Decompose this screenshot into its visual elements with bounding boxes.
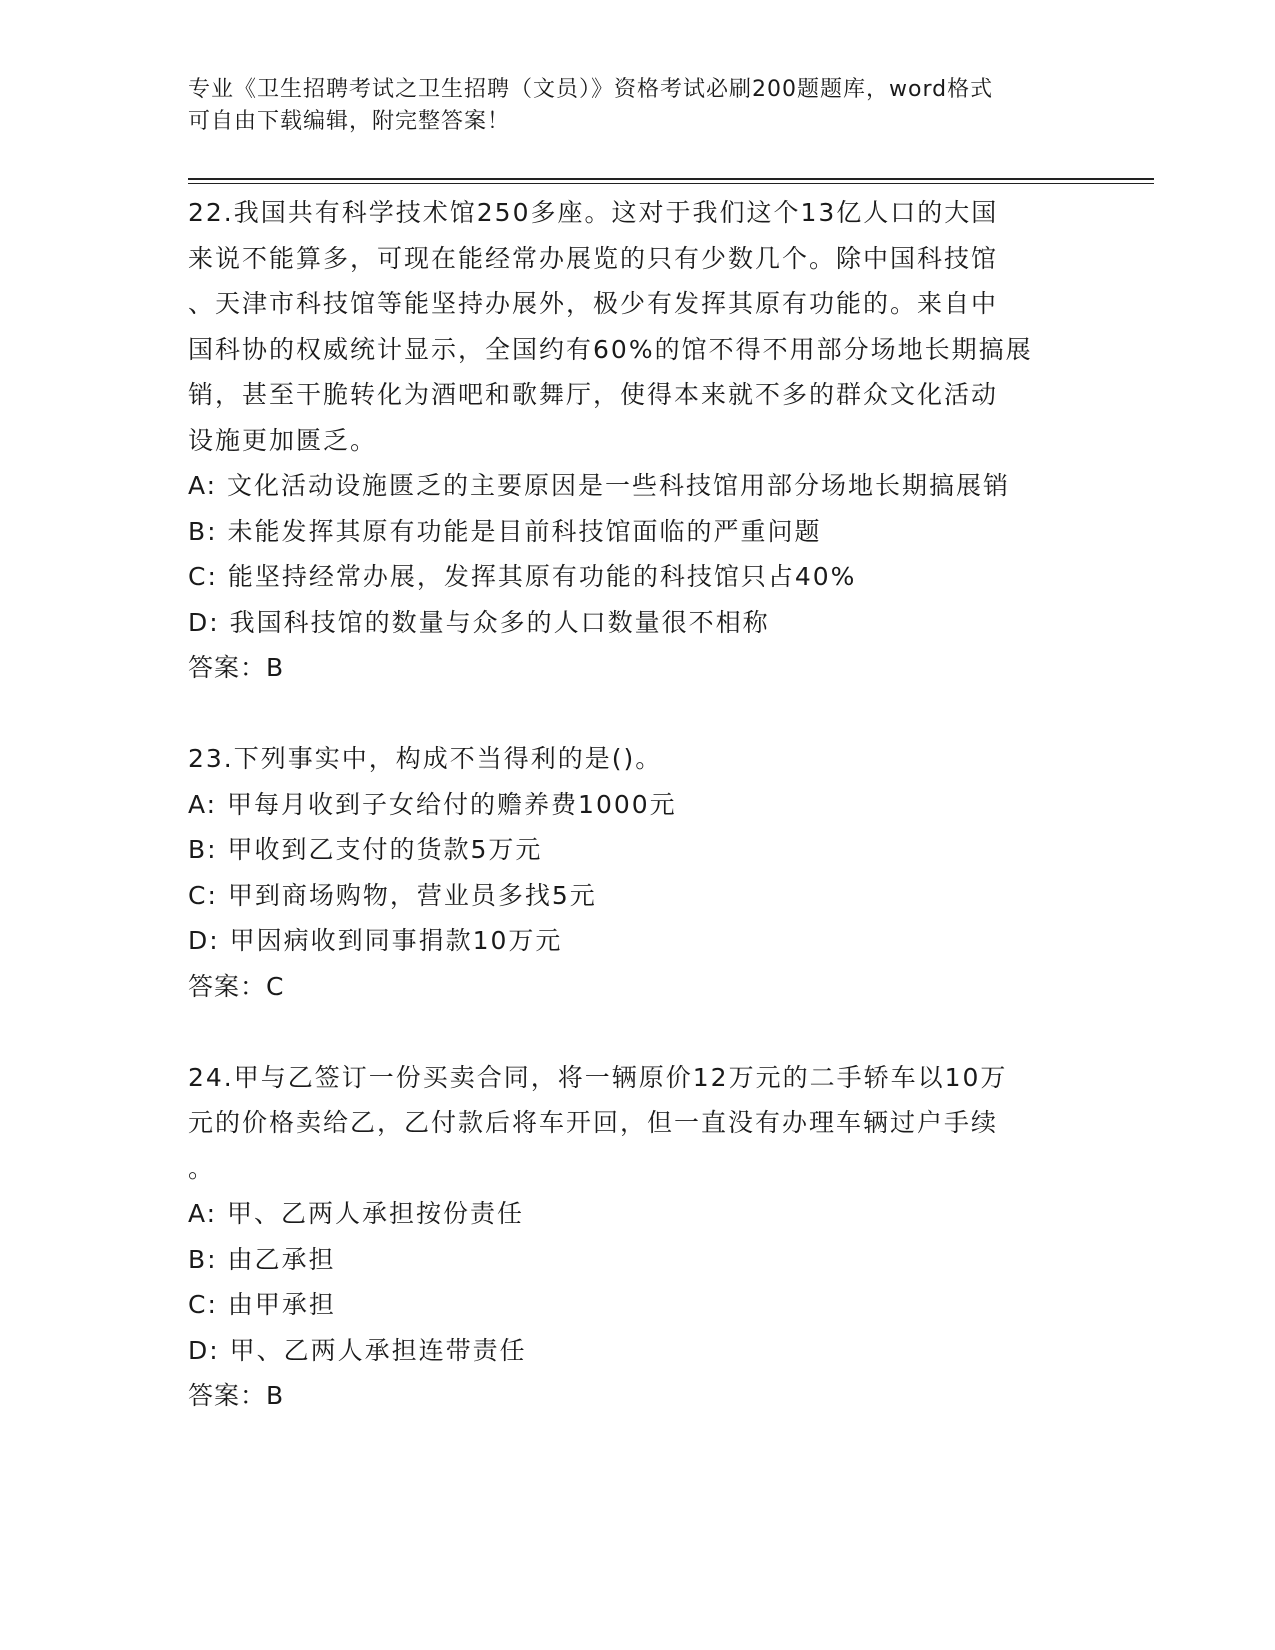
option-d: D: 我国科技馆的数量与众多的人口数量很不相称 xyxy=(188,607,770,637)
option-d: D: 甲、乙两人承担连带责任 xyxy=(188,1335,527,1365)
question-stem-line: 销，甚至干脆转化为酒吧和歌舞厅，使得本来就不多的群众文化活动 xyxy=(188,380,999,409)
answer-label: 答案：C xyxy=(188,971,285,1001)
option-c: C: 由甲承担 xyxy=(188,1290,336,1319)
header-divider-thick xyxy=(188,178,1154,180)
option-c: C: 甲到商场购物，营业员多找5元 xyxy=(188,880,597,910)
option-b: B: 由乙承担 xyxy=(188,1244,336,1274)
question-stem-line: 来说不能算多，可现在能经常办展览的只有少数几个。除中国科技馆 xyxy=(188,243,999,273)
question-stem-line: 。 xyxy=(188,1153,216,1183)
question-stem-line: 24.甲与乙签订一份买卖合同，将一辆原价12万元的二手轿车以10万 xyxy=(188,1062,1008,1092)
option-b: B: 未能发挥其原有功能是目前科技馆面临的严重问题 xyxy=(188,516,822,546)
question-stem-line: 23.下列事实中，构成不当得利的是()。 xyxy=(188,744,663,773)
document-header xyxy=(188,74,1088,138)
question-stem-line: 国科协的权威统计显示，全国约有60%的馆不得不用部分场地长期搞展 xyxy=(188,334,1033,364)
question-list xyxy=(188,190,1088,1464)
header-line-1: 专业《卫生招聘考试之卫生招聘（文员）》资格考试必刷200题题库，word格式 xyxy=(188,77,994,102)
option-a: A: 甲每月收到子女给付的赡养费1000元 xyxy=(188,789,677,819)
option-a: A: 甲、乙两人承担按份责任 xyxy=(188,1199,525,1228)
question-22 xyxy=(188,190,1088,691)
option-b: B: 甲收到乙支付的货款5万元 xyxy=(188,835,543,864)
question-stem-line: 、天津市科技馆等能坚持办展外，极少有发挥其原有功能的。来自中 xyxy=(188,289,999,318)
option-c: C: 能坚持经常办展，发挥其原有功能的科技馆只占40% xyxy=(188,562,857,591)
option-d: D: 甲因病收到同事捐款10万元 xyxy=(188,926,563,955)
answer-label: 答案：B xyxy=(188,1381,285,1410)
question-stem-line: 设施更加匮乏。 xyxy=(188,425,378,455)
question-24 xyxy=(188,1055,1088,1419)
header-divider-thin xyxy=(188,183,1154,184)
question-stem-line: 元的价格卖给乙，乙付款后将车开回，但一直没有办理车辆过户手续 xyxy=(188,1108,999,1137)
answer-label: 答案：B xyxy=(188,653,285,682)
question-23 xyxy=(188,736,1088,1009)
header-line-2: 可自由下载编辑，附完整答案！ xyxy=(188,109,511,134)
option-a: A: 文化活动设施匮乏的主要原因是一些科技馆用部分场地长期搞展销 xyxy=(188,471,1011,500)
question-stem-line: 22.我国共有科学技术馆250多座。这对于我们这个13亿人口的大国 xyxy=(188,198,999,227)
